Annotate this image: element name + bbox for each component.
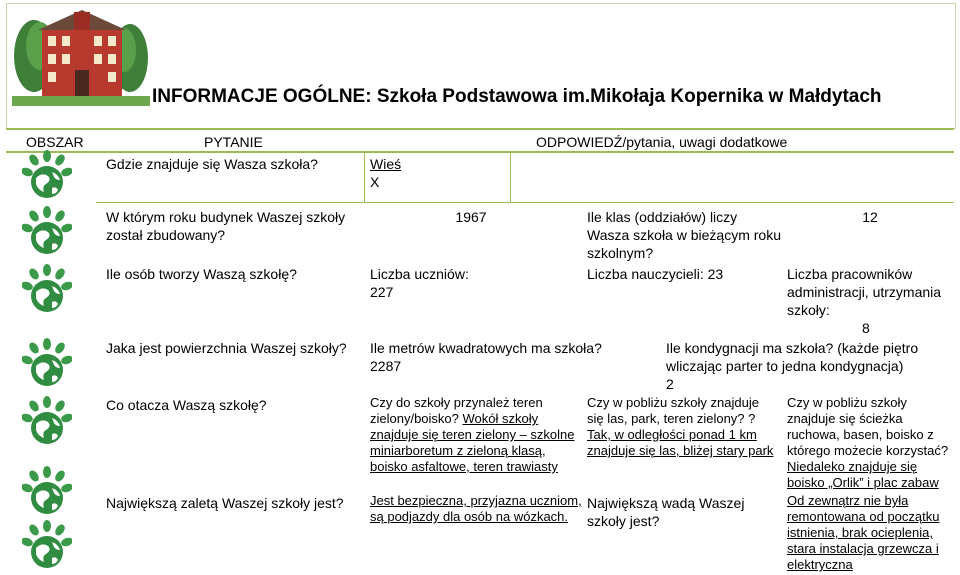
- column-header-area: OBSZAR: [26, 134, 84, 150]
- answer-mark: X: [370, 174, 380, 190]
- column-header-rule: [6, 151, 954, 153]
- floors-label: Ile kondygnacji ma szkoła? (każde piętro wliczając parter to jedna kondygnacja): [666, 340, 919, 374]
- answer-advantage: Jest bezpieczna, przyjazna uczniom, są podjazdy dla osób na wózkach.: [370, 493, 582, 524]
- answer-classes: 12: [862, 209, 878, 225]
- page-title: INFORMACJE OGÓLNE: Szkoła Podstawowa im.Mikołaja Kopernika w Małdytach: [152, 86, 882, 107]
- header-rule: [6, 128, 954, 130]
- answer-build-year: 1967: [455, 209, 487, 225]
- students-count: 227: [370, 284, 394, 300]
- answer-sports-facilities: [787, 395, 952, 491]
- globe-leaf-icon: [22, 338, 72, 390]
- globe-leaf-icon: [22, 466, 72, 518]
- column-header-answer: ODPOWIEDŹ/pytania, uwagi dodatkowe: [536, 134, 788, 150]
- question-disadvantage: Największą wadą Waszej szkoły jest?: [587, 495, 745, 529]
- answer-green-area-question: Czy do szkoły przynależ teren zielony/boisko?: [370, 395, 543, 426]
- answer-forest-park: [587, 395, 777, 459]
- grid-line: [510, 152, 511, 202]
- answer-green-area-text: Wokół szkoły znajduje się teren zielony – szkolne miniarboretum z zieloną klasą, boisko asfaltowe, teren trawiasty: [370, 411, 575, 474]
- question-area: Jaka jest powierzchnia Waszej szkoły?: [106, 340, 347, 356]
- globe-leaf-icon: [22, 206, 72, 258]
- question-build-year: W którym roku budynek Waszej szkoły został zbudowany?: [106, 209, 346, 243]
- students-label: Liczba uczniów:: [370, 266, 469, 282]
- answer-sports-facilities-question: Czy w pobliżu szkoły znajduje się ścieżka ruchowa, basen, boisko z którego możecie korzystać?: [787, 395, 949, 458]
- answer-sports-facilities-text: Niedaleko znajduje się boisko „Orlik” i plac zabaw: [787, 459, 939, 490]
- area-value: 2287: [370, 358, 402, 374]
- column-header-question: PYTANIE: [204, 134, 263, 150]
- globe-leaf-icon: [22, 520, 72, 572]
- school-building-icon: [12, 6, 150, 106]
- teachers-count: Liczba nauczycieli: 23: [587, 266, 724, 282]
- staff-label: Liczba pracowników administracji, utrzymania szkoły:: [787, 266, 942, 318]
- floors-value: 2: [666, 376, 674, 392]
- answer-village: Wieś: [370, 156, 402, 172]
- globe-leaf-icon: [22, 396, 72, 448]
- globe-leaf-icon: [22, 150, 72, 202]
- grid-line: [364, 152, 365, 202]
- question-classes: Ile klas (oddziałów) liczy Wasza szkoła w bieżącym roku szkolnym?: [587, 209, 781, 261]
- question-advantage: Największą zaletą Waszej szkoły jest?: [106, 495, 344, 511]
- question-surroundings: Co otacza Waszą szkołę?: [106, 397, 267, 413]
- answer-forest-park-text: Tak, w odległości ponad 1 km znajduje się las, bliżej stary park: [587, 427, 774, 458]
- question-location: Gdzie znajduje się Wasza szkoła?: [106, 156, 318, 172]
- question-people: Ile osób tworzy Waszą szkołę?: [106, 266, 297, 282]
- grid-line: [96, 202, 954, 203]
- answer-disadvantage: Od zewnątrz nie była remontowana od początku istnienia, brak ocieplenia, stara instalacja grzewcza i elektryczna: [787, 493, 940, 572]
- globe-leaf-icon: [22, 264, 72, 316]
- answer-forest-park-question: Czy w pobliżu szkoły znajduje się las, park, teren zielony? ?: [587, 395, 759, 426]
- answer-green-area: [370, 395, 575, 475]
- staff-count: 8: [862, 320, 870, 336]
- area-label: Ile metrów kwadratowych ma szkoła?: [370, 340, 602, 356]
